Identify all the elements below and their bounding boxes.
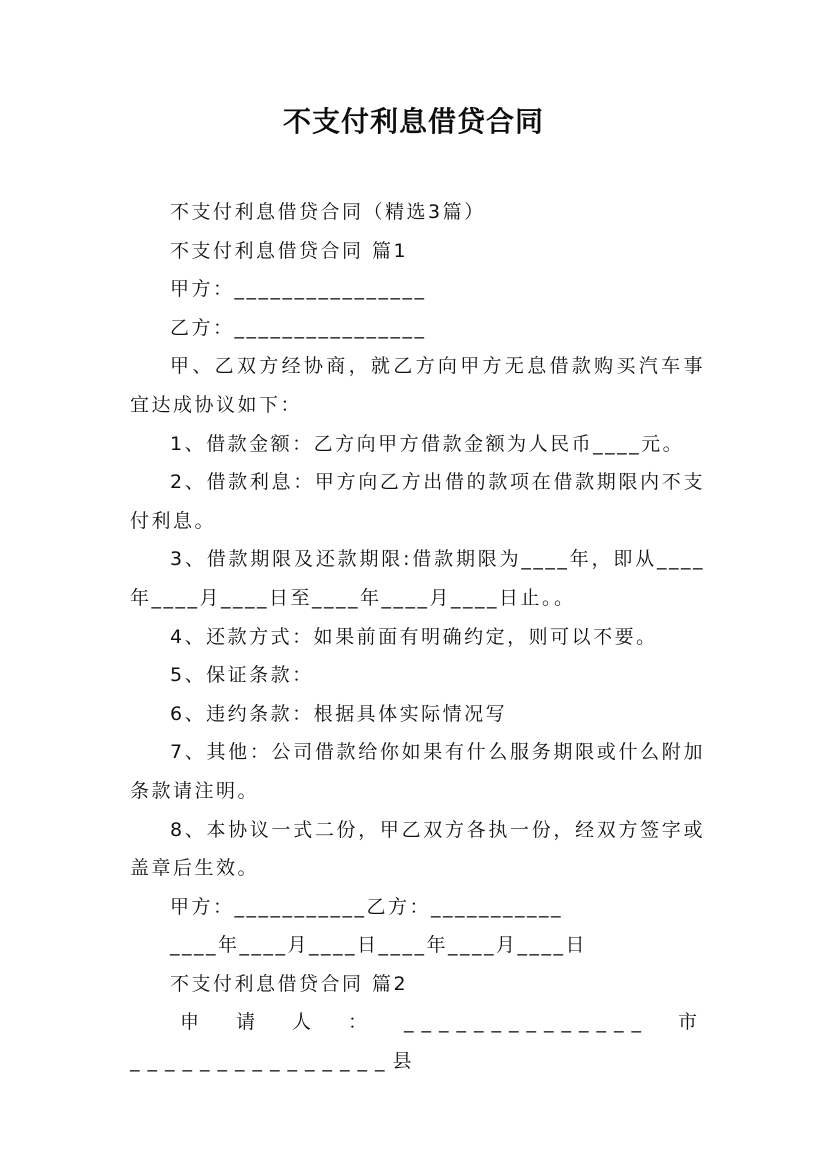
paragraph-part1-heading: 不支付利息借贷合同 篇1: [170, 239, 409, 262]
paragraph-collection-heading: 不支付利息借贷合同（精选3篇）: [170, 201, 486, 223]
paragraph-applicant: 申请人：______________市_______________县: [130, 1011, 705, 1073]
paragraph-party-a: 甲方：________________: [170, 278, 427, 301]
paragraph-clause-3: 3、借款期限及还款期限:借款期限为____年，即从____年____月____日至____年____月____日止。。: [130, 548, 705, 609]
document-title: 不支付利息借贷合同: [282, 105, 544, 138]
paragraph-party-b: 乙方：________________: [170, 316, 427, 339]
paragraph-signature-dates: ____年____月____日____年____月____日: [170, 934, 588, 957]
paragraph-clause-5: 5、保证条款：: [170, 664, 314, 687]
paragraph-clause-2: 2、借款利息：甲方向乙方出借的款项在借款期限内不支付利息。: [130, 471, 705, 532]
paragraph-clause-1: 1、借款金额：乙方向甲方借款金额为人民币____元。: [170, 432, 685, 455]
document-body: [130, 193, 705, 1081]
paragraph-part2-heading: 不支付利息借贷合同 篇2: [170, 972, 409, 995]
paragraph-clause-4: 4、还款方式：如果前面有明确约定，则可以不要。: [170, 625, 658, 648]
paragraph-intro: 甲、乙双方经协商，就乙方向甲方无息借款购买汽车事宜达成协议如下：: [130, 355, 705, 416]
paragraph-clause-8: 8、本协议一式二份，甲乙双方各执一份，经双方签字或盖章后生效。: [130, 818, 705, 880]
paragraph-signatures: 甲方：___________乙方：___________: [170, 895, 564, 918]
paragraph-clause-7: 7、其他：公司借款给你如果有什么服务期限或什么附加条款请注明。: [130, 741, 705, 802]
paragraph-clause-6: 6、违约条款：根据具体实际情况写: [170, 702, 508, 725]
